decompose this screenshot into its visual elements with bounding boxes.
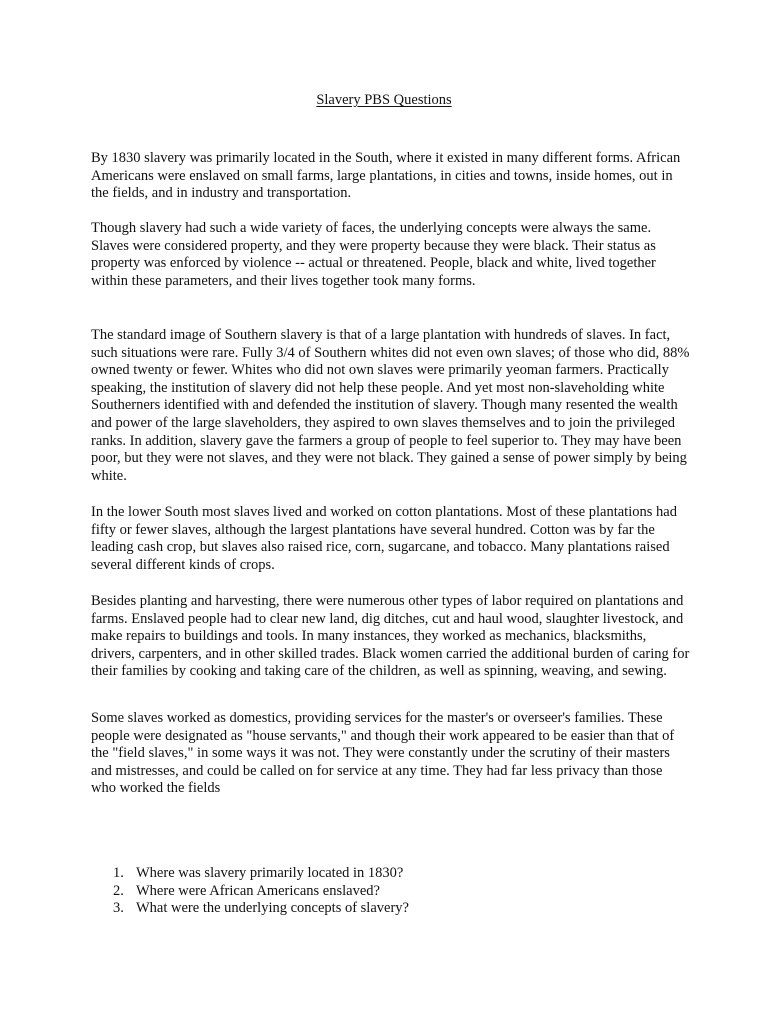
document-title: Slavery PBS Questions xyxy=(316,92,452,108)
question-text: What were the underlying concepts of slavery? xyxy=(136,900,409,917)
question-item xyxy=(91,883,409,901)
question-number: 2. xyxy=(113,882,124,899)
question-number: 3. xyxy=(113,900,124,917)
question-item xyxy=(91,900,409,918)
paragraph-5: Besides planting and harvesting, there were numerous other types of labor required on plantations and farms. Enslaved people had to clear new land, dig ditches, cut and haul wood, slaughter livestock, and make repairs to buildings and tools. In many instances, they worked as mechanics, blacksmiths, drivers, carpenters, and in other skilled trades. Black women carried the additional burden of caring for their families by cooking and taking care of the children, as well as spinning, weaving, and sewing. xyxy=(91,593,690,680)
question-item xyxy=(91,865,409,883)
paragraph-1: By 1830 slavery was primarily located in the South, where it existed in many different forms. African Americans were enslaved on small farms, large plantations, in cities and towns, inside homes, out in the fields, and in industry and transportation. xyxy=(91,150,681,202)
paragraph-2: Though slavery had such a wide variety of faces, the underlying concepts were always the same. Slaves were considered property, and they were property because they were black. Their status as property was enforced by violence -- actual or threatened. People, black and white, lived together within these parameters, and their lives together took many forms. xyxy=(91,220,656,289)
paragraph-3: The standard image of Southern slavery is that of a large plantation with hundreds of slaves. In fact, such situations were rare. Fully 3/4 of Southern whites did not even own slaves; of those who did, 88% owned twenty or fewer. Whites who did not own slaves were primarily yeoman farmers. Practically speaking, the institution of slavery did not help these people. And yet most non-slaveholding white Southerners identified with and defended the institution of slavery. Though many resented the wealth and power of the large slaveholders, they aspired to own slaves themselves and to join the privileged ranks. In addition, slavery gave the farmers a group of people to feel superior to. They may have been poor, but they were not slaves, and they were not black. They gained a sense of power simply by being white. xyxy=(91,327,690,484)
paragraph-4: In the lower South most slaves lived and worked on cotton plantations. Most of these plantations had fifty or fewer slaves, although the largest plantations have several hundred. Cotton was by far the leading cash crop, but slaves also raised rice, corn, sugarcane, and tobacco. Many plantations raised several different kinds of crops. xyxy=(91,504,677,573)
question-number: 1. xyxy=(113,865,124,881)
question-text: Where was slavery primarily located in 1830? xyxy=(136,865,404,881)
paragraph-6: Some slaves worked as domestics, providing services for the master's or overseer's families. These people were designated as "house servants," and though their work appeared to be easier than that of the "field slaves," in some ways it was not. They were constantly under the scrutiny of their masters and mistresses, and could be called on for service at any time. They had far less privacy than those who worked the fields xyxy=(91,710,675,797)
question-text: Where were African Americans enslaved? xyxy=(136,882,380,899)
question-list xyxy=(91,865,409,918)
